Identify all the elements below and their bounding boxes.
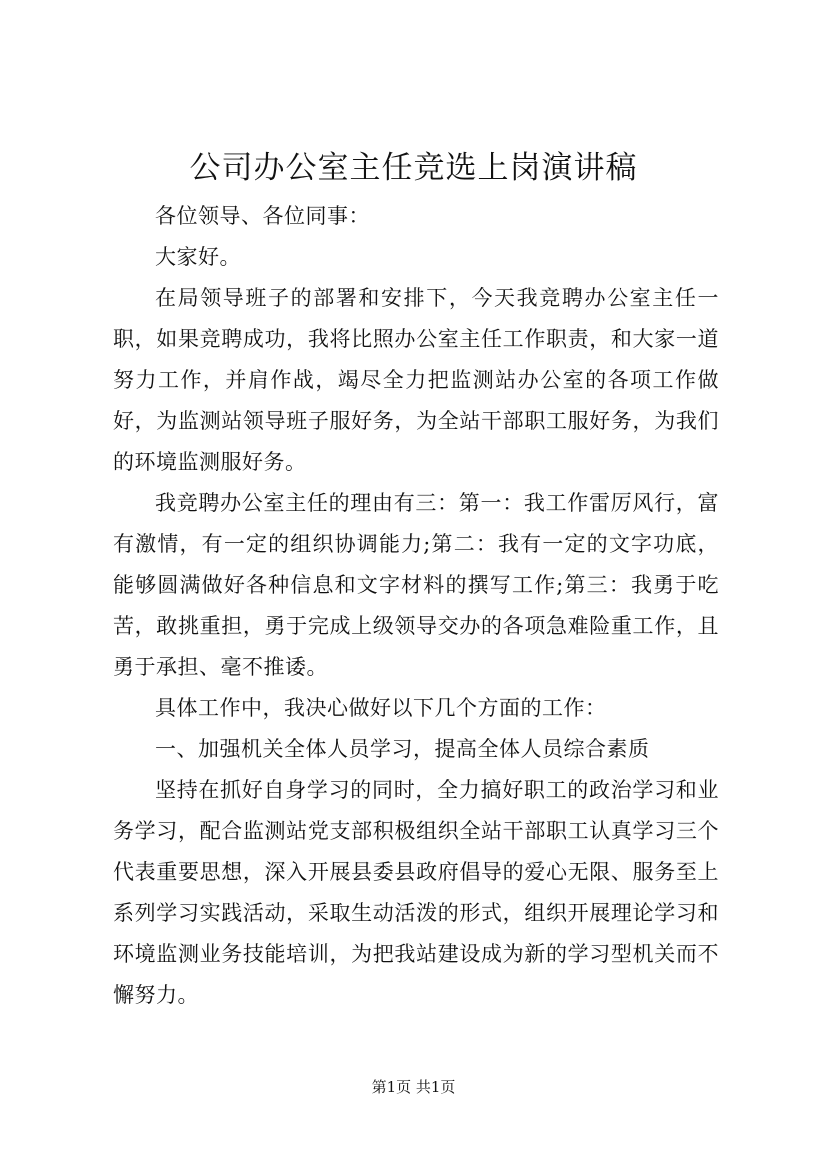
paragraph-intro: 在局领导班子的部署和安排下，今天我竞聘办公室主任一职，如果竞聘成功，我将比照办公室主任工作职责，和大家一道努力工作，并肩作战，竭尽全力把监测站办公室的各项工作做好，为监测站领导班子服好务，为全站干部职工服好务，为我们的环境监测服好务。 [113,286,719,474]
paragraph-reasons: 我竞聘办公室主任的理由有三：第一：我工作雷厉风行，富有激情，有一定的组织协调能力;第二：我有一定的文字功底，能够圆满做好各种信息和文字材料的撰写工作;第三：我勇于吃苦，敢挑重担，勇于完成上级领导交办的各项急难险重工作，且勇于承担、毫不推诿。 [113,491,719,679]
document-title: 公司办公室主任竞选上岗演讲稿 [189,150,638,186]
paragraph-study: 坚持在抓好自身学习的同时，全力搞好职工的政治学习和业务学习，配合监测站党支部积极组织全站干部职工认真学习三个代表重要思想，深入开展县委县政府倡导的爱心无限、服务至上系列学习实践活动，采取生动活泼的形式，组织开展理论学习和环境监测业务技能培训，为把我站建设成为新的学习型机关而不懈努力。 [113,778,719,1007]
greeting: 大家好。 [155,245,241,269]
paragraph-plan-intro: 具体工作中，我决心做好以下几个方面的工作： [155,696,607,720]
document-body [113,196,719,1016]
page-footer: 第1页 共1页 [371,1078,456,1096]
salutation: 各位领导、各位同事： [155,204,370,228]
section-heading-1: 一、加强机关全体人员学习，提高全体人员综合素质 [155,737,650,761]
